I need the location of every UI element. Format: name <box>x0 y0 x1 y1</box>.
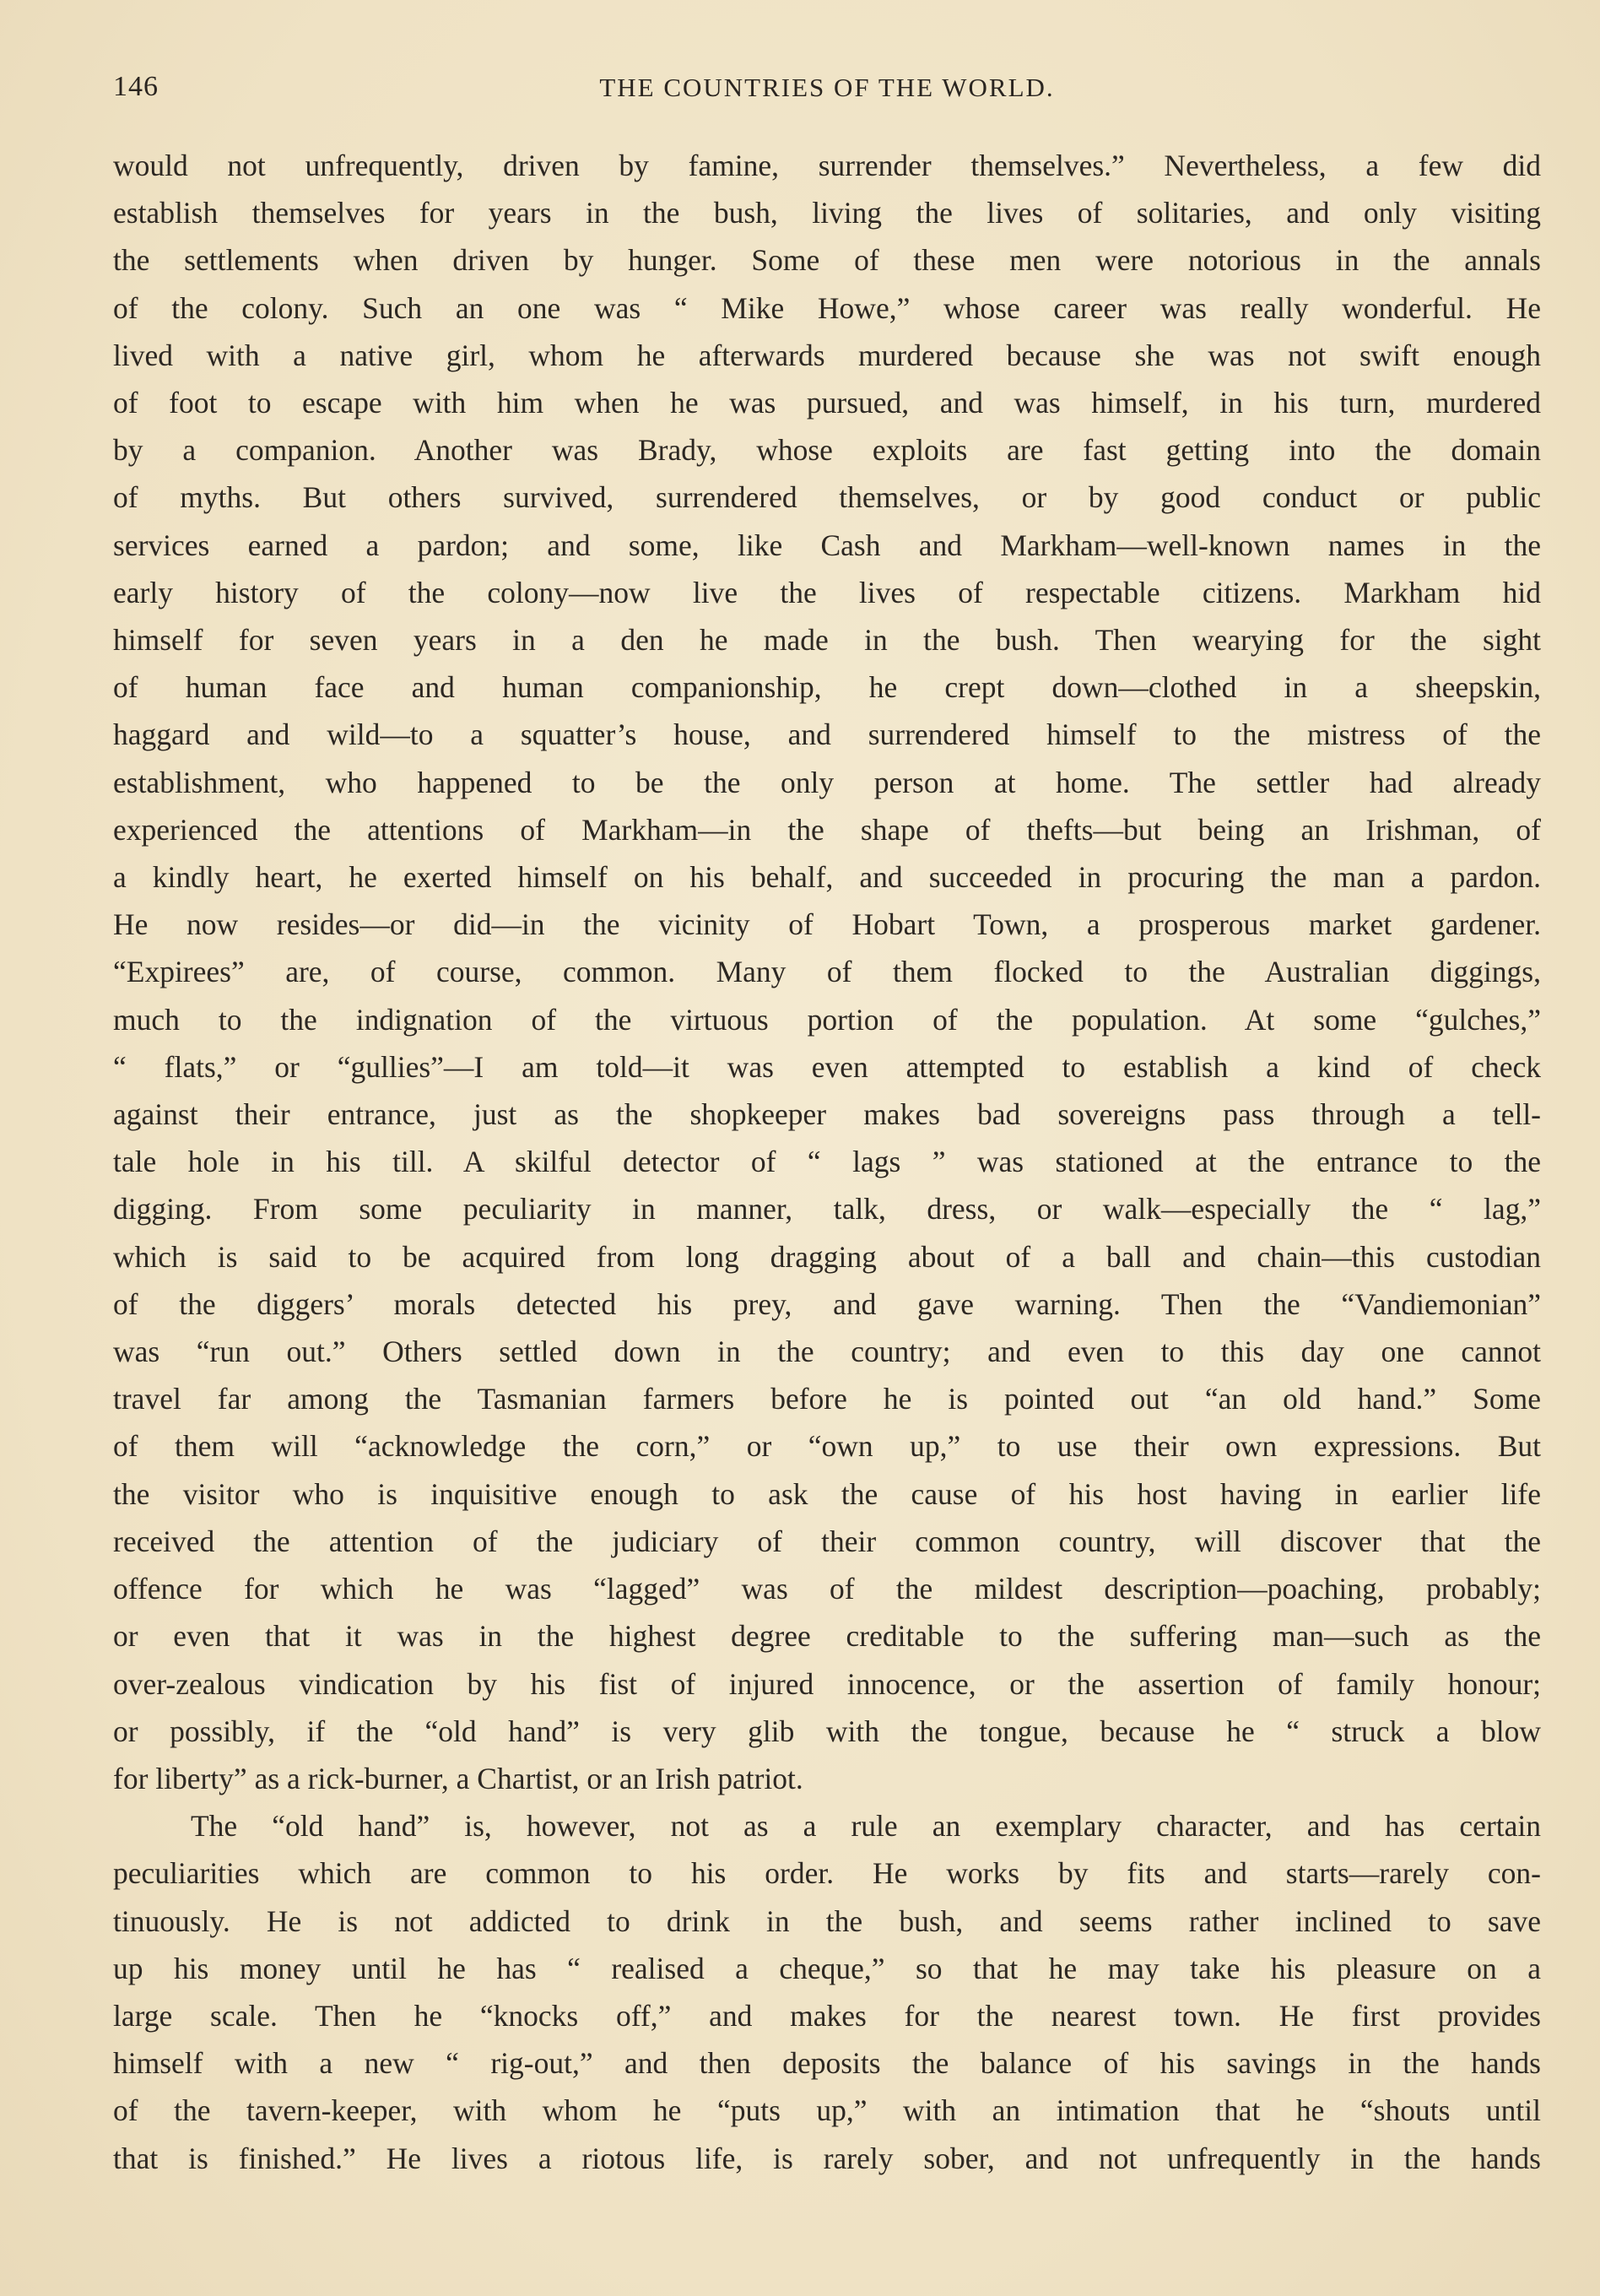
text-line: over-zealous vindication by his fist of injured innocence, or the assertion of family honour; <box>113 1666 1541 1701</box>
page-header <box>113 71 1541 113</box>
text-line: The “old hand” is, however, not as a rule an exemplary character, and has certain <box>191 1809 1541 1844</box>
text-line: of the tavern-keeper, with whom he “puts up,” with an intimation that he “shouts until <box>113 2093 1541 2128</box>
text-line: establishment, who happened to be the only person at home. The settler had already <box>113 765 1541 799</box>
text-line: or even that it was in the highest degree creditable to the suffering man—such as the <box>113 1619 1541 1654</box>
text-line: a kindly heart, he exerted himself on his behalf, and succeeded in procuring the man a pardon. <box>113 860 1541 895</box>
text-line: large scale. Then he “knocks off,” and makes for the nearest town. He first provides <box>113 1998 1541 2033</box>
text-line: would not unfrequently, driven by famine, surrender themselves.” Nevertheless, a few did <box>113 149 1541 182</box>
text-line: of human face and human companionship, he crept down—clothed in a sheepskin, <box>113 670 1541 705</box>
text-line: of them will “acknowledge the corn,” or “own up,” to use their own expressions. But <box>113 1429 1541 1464</box>
text-line: of myths. But others survived, surrendered themselves, or by good conduct or public <box>113 480 1541 515</box>
text-line: of the colony. Such an one was “ Mike Howe,” whose career was really wonderful. He <box>113 290 1541 325</box>
text-line: travel far among the Tasmanian farmers before he is pointed out “an old hand.” Some <box>113 1382 1541 1416</box>
text-line: peculiarities which are common to his order. He works by fits and starts—rarely con- <box>113 1856 1541 1891</box>
text-line: or possibly, if the “old hand” is very glib with the tongue, because he “ struck a blow <box>113 1714 1541 1748</box>
text-line: tale hole in his till. A skilful detector of “ lags ” was stationed at the entrance to the <box>113 1145 1541 1179</box>
text-line: was “run out.” Others settled down in the country; and even to this day one cannot <box>113 1335 1541 1369</box>
text-line: establish themselves for years in the bush, living the lives of solitaries, and only visiting <box>113 196 1541 230</box>
text-line: services earned a pardon; and some, like Cash and Markham—well-known names in the <box>113 528 1541 562</box>
running-title: THE COUNTRIES OF THE WORLD. <box>599 73 1055 102</box>
text-line: by a companion. Another was Brady, whose exploits are fast getting into the domain <box>113 433 1541 468</box>
text-line: of the diggers’ morals detected his prey, and gave warning. Then the “Vandiemonian” <box>113 1286 1541 1321</box>
page-number: 146 <box>113 71 159 102</box>
text-line: received the attention of the judiciary of their common country, will discover that the <box>113 1524 1541 1558</box>
text-line: offence for which he was “lagged” was of the mildest description—poaching, probably; <box>113 1572 1541 1606</box>
text-line: much to the indignation of the virtuous portion of the population. At some “gulches,” <box>113 1002 1541 1037</box>
text-line: up his money until he has “ realised a cheque,” so that he may take his pleasure on a <box>113 1951 1541 1985</box>
text-line: against their entrance, just as the shopkeeper makes bad sovereigns pass through a tell- <box>113 1097 1541 1132</box>
text-line: He now resides—or did—in the vicinity of Hobart Town, a prosperous market gardener. <box>113 907 1541 942</box>
text-line: that is finished.” He lives a riotous life, is rarely sober, and not unfrequently in the hands <box>113 2141 1541 2175</box>
text-line: which is said to be acquired from long dragging about of a ball and chain—this custodian <box>113 1239 1541 1274</box>
text-line: early history of the colony—now live the lives of respectable citizens. Markham hid <box>113 575 1541 609</box>
paragraph <box>113 1802 1541 2182</box>
text-line: digging. From some peculiarity in manner, talk, dress, or walk—especially the “ lag,” <box>113 1192 1541 1227</box>
text-line: the visitor who is inquisitive enough to ask the cause of his host having in earlier life <box>113 1476 1541 1511</box>
text-line: for liberty” as a rick-burner, a Chartist, or an Irish patriot. <box>113 1761 803 1795</box>
text-line: himself with a new “ rig-out,” and then deposits the balance of his savings in the hands <box>113 2046 1541 2081</box>
text-line: haggard and wild—to a squatter’s house, and surrendered himself to the mistress of the <box>113 718 1541 752</box>
body-text <box>113 142 1541 2182</box>
text-line: “ flats,” or “gullies”—I am told—it was even attempted to establish a kind of check <box>113 1049 1541 1084</box>
text-line: of foot to escape with him when he was pursued, and was himself, in his turn, murdered <box>113 386 1541 420</box>
text-line: himself for seven years in a den he made in the bush. Then wearying for the sight <box>113 623 1541 658</box>
text-line: tinuously. He is not addicted to drink in the bush, and seems rather inclined to save <box>113 1903 1541 1938</box>
text-line: experienced the attentions of Markham—in the shape of thefts—but being an Irishman, of <box>113 812 1541 847</box>
paragraph <box>113 142 1541 1802</box>
text-line: “Expirees” are, of course, common. Many of them flocked to the Australian diggings, <box>113 955 1541 989</box>
text-line: the settlements when driven by hunger. Some of these men were notorious in the annals <box>113 243 1541 278</box>
text-line: lived with a native girl, whom he afterwards murdered because she was not swift enough <box>113 338 1541 372</box>
